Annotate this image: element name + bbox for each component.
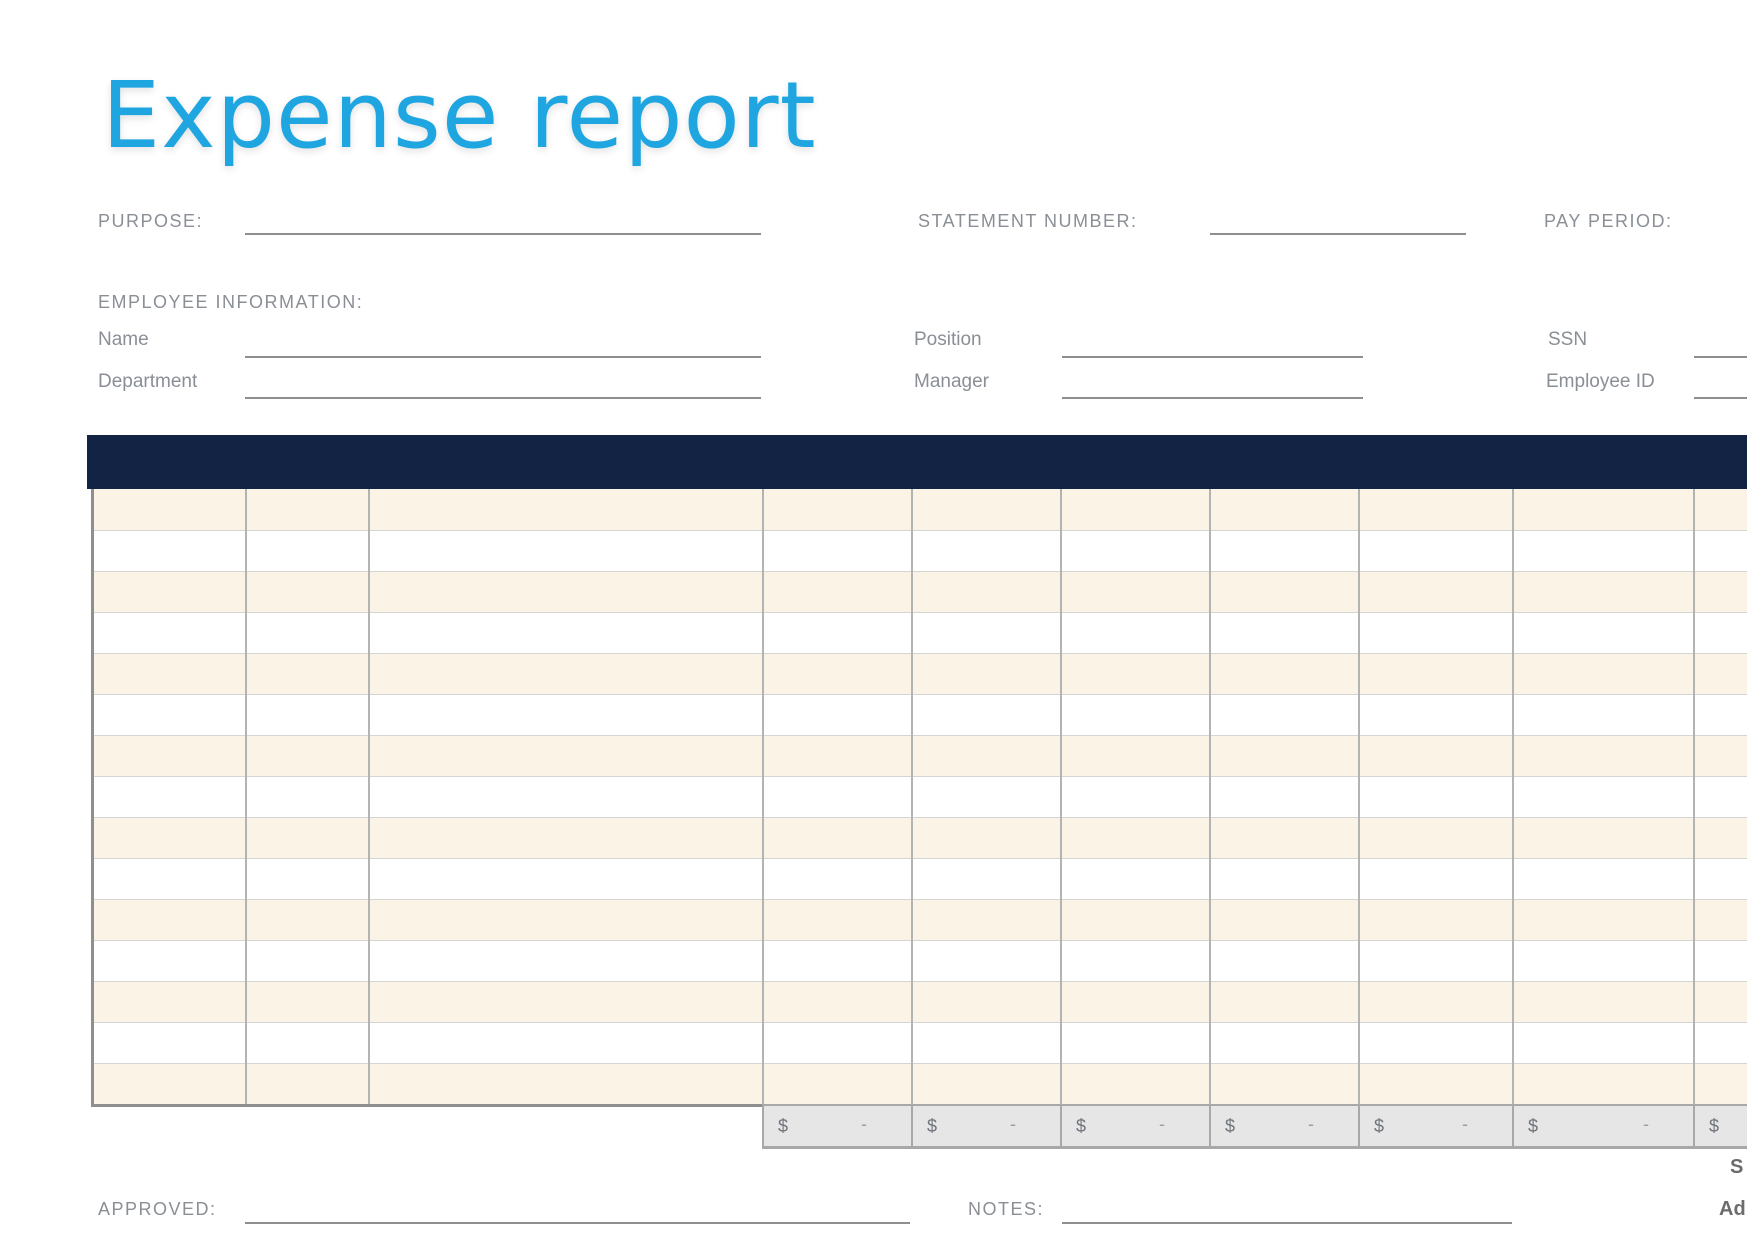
statement-number-field[interactable]	[1210, 233, 1466, 235]
page-title: Expense report	[102, 62, 817, 169]
row-divider	[91, 858, 1747, 859]
total-cell	[1209, 1106, 1358, 1146]
table-row[interactable]	[91, 653, 1747, 694]
ssn-label: SSN	[1548, 329, 1588, 350]
total-value: -	[861, 1114, 867, 1134]
table-row[interactable]	[91, 1022, 1747, 1063]
row-divider	[91, 981, 1747, 982]
position-field[interactable]	[1062, 356, 1363, 358]
currency-symbol: $	[1374, 1116, 1385, 1136]
notes-label: NOTES:	[968, 1199, 1045, 1219]
currency-symbol: $	[927, 1116, 938, 1136]
notes-field[interactable]	[1062, 1222, 1512, 1224]
table-row[interactable]	[91, 530, 1747, 571]
table-row[interactable]	[91, 981, 1747, 1022]
table-row[interactable]	[91, 612, 1747, 653]
position-label: Position	[914, 329, 982, 350]
total-cell	[1512, 1106, 1693, 1146]
table-left-border	[91, 489, 94, 1106]
approved-field[interactable]	[245, 1222, 910, 1224]
table-row[interactable]	[91, 489, 1747, 530]
table-row[interactable]	[91, 571, 1747, 612]
employee-id-field[interactable]	[1694, 397, 1747, 399]
total-value: -	[1010, 1114, 1016, 1134]
row-divider	[91, 817, 1747, 818]
column-divider	[368, 489, 370, 1104]
currency-symbol: $	[778, 1116, 789, 1136]
table-header-bar	[87, 435, 1747, 489]
row-divider	[91, 694, 1747, 695]
advances-label: Ad	[1719, 1198, 1746, 1220]
row-divider	[91, 1063, 1747, 1064]
row-divider	[91, 1022, 1747, 1023]
approved-label: APPROVED:	[98, 1199, 217, 1219]
total-cell	[1358, 1106, 1512, 1146]
statement-number-label: STATEMENT NUMBER:	[918, 211, 1138, 231]
total-cell	[911, 1106, 1060, 1146]
total-value: -	[1643, 1114, 1649, 1134]
table-row[interactable]	[91, 694, 1747, 735]
subtotal-label: S	[1730, 1156, 1744, 1178]
column-divider	[762, 489, 764, 1104]
total-cell	[762, 1106, 911, 1146]
manager-field[interactable]	[1062, 397, 1363, 399]
column-divider	[245, 489, 247, 1104]
department-field[interactable]	[245, 397, 761, 399]
row-divider	[91, 530, 1747, 531]
column-divider	[1512, 489, 1514, 1104]
pay-period-label: PAY PERIOD:	[1544, 211, 1673, 231]
name-field[interactable]	[245, 356, 761, 358]
currency-symbol: $	[1709, 1116, 1720, 1136]
currency-symbol: $	[1076, 1116, 1087, 1136]
total-value: -	[1462, 1114, 1468, 1134]
total-cell	[1060, 1106, 1209, 1146]
table-row[interactable]	[91, 858, 1747, 899]
row-divider	[91, 612, 1747, 613]
name-label: Name	[98, 329, 149, 350]
totals-row	[762, 1104, 1747, 1149]
column-divider	[1209, 489, 1211, 1104]
row-divider	[91, 571, 1747, 572]
total-cell	[1693, 1106, 1747, 1146]
column-divider	[1358, 489, 1360, 1104]
table-row[interactable]	[91, 735, 1747, 776]
total-value: -	[1159, 1114, 1165, 1134]
table-row[interactable]	[91, 899, 1747, 940]
row-divider	[91, 776, 1747, 777]
row-divider	[91, 735, 1747, 736]
currency-symbol: $	[1528, 1116, 1539, 1136]
purpose-label: PURPOSE:	[98, 211, 204, 231]
table-row[interactable]	[91, 940, 1747, 981]
column-divider	[911, 489, 913, 1104]
purpose-field[interactable]	[245, 233, 761, 235]
ssn-field[interactable]	[1694, 356, 1747, 358]
table-row[interactable]	[91, 1063, 1747, 1104]
row-divider	[91, 940, 1747, 941]
table-row[interactable]	[91, 817, 1747, 858]
column-divider	[1693, 489, 1695, 1104]
row-divider	[91, 899, 1747, 900]
row-divider	[91, 653, 1747, 654]
total-value: -	[1308, 1114, 1314, 1134]
column-divider	[1060, 489, 1062, 1104]
currency-symbol: $	[1225, 1116, 1236, 1136]
manager-label: Manager	[914, 371, 989, 392]
employee-information-heading: EMPLOYEE INFORMATION:	[98, 292, 364, 312]
employee-id-label: Employee ID	[1546, 371, 1655, 392]
department-label: Department	[98, 371, 198, 392]
table-row[interactable]	[91, 776, 1747, 817]
